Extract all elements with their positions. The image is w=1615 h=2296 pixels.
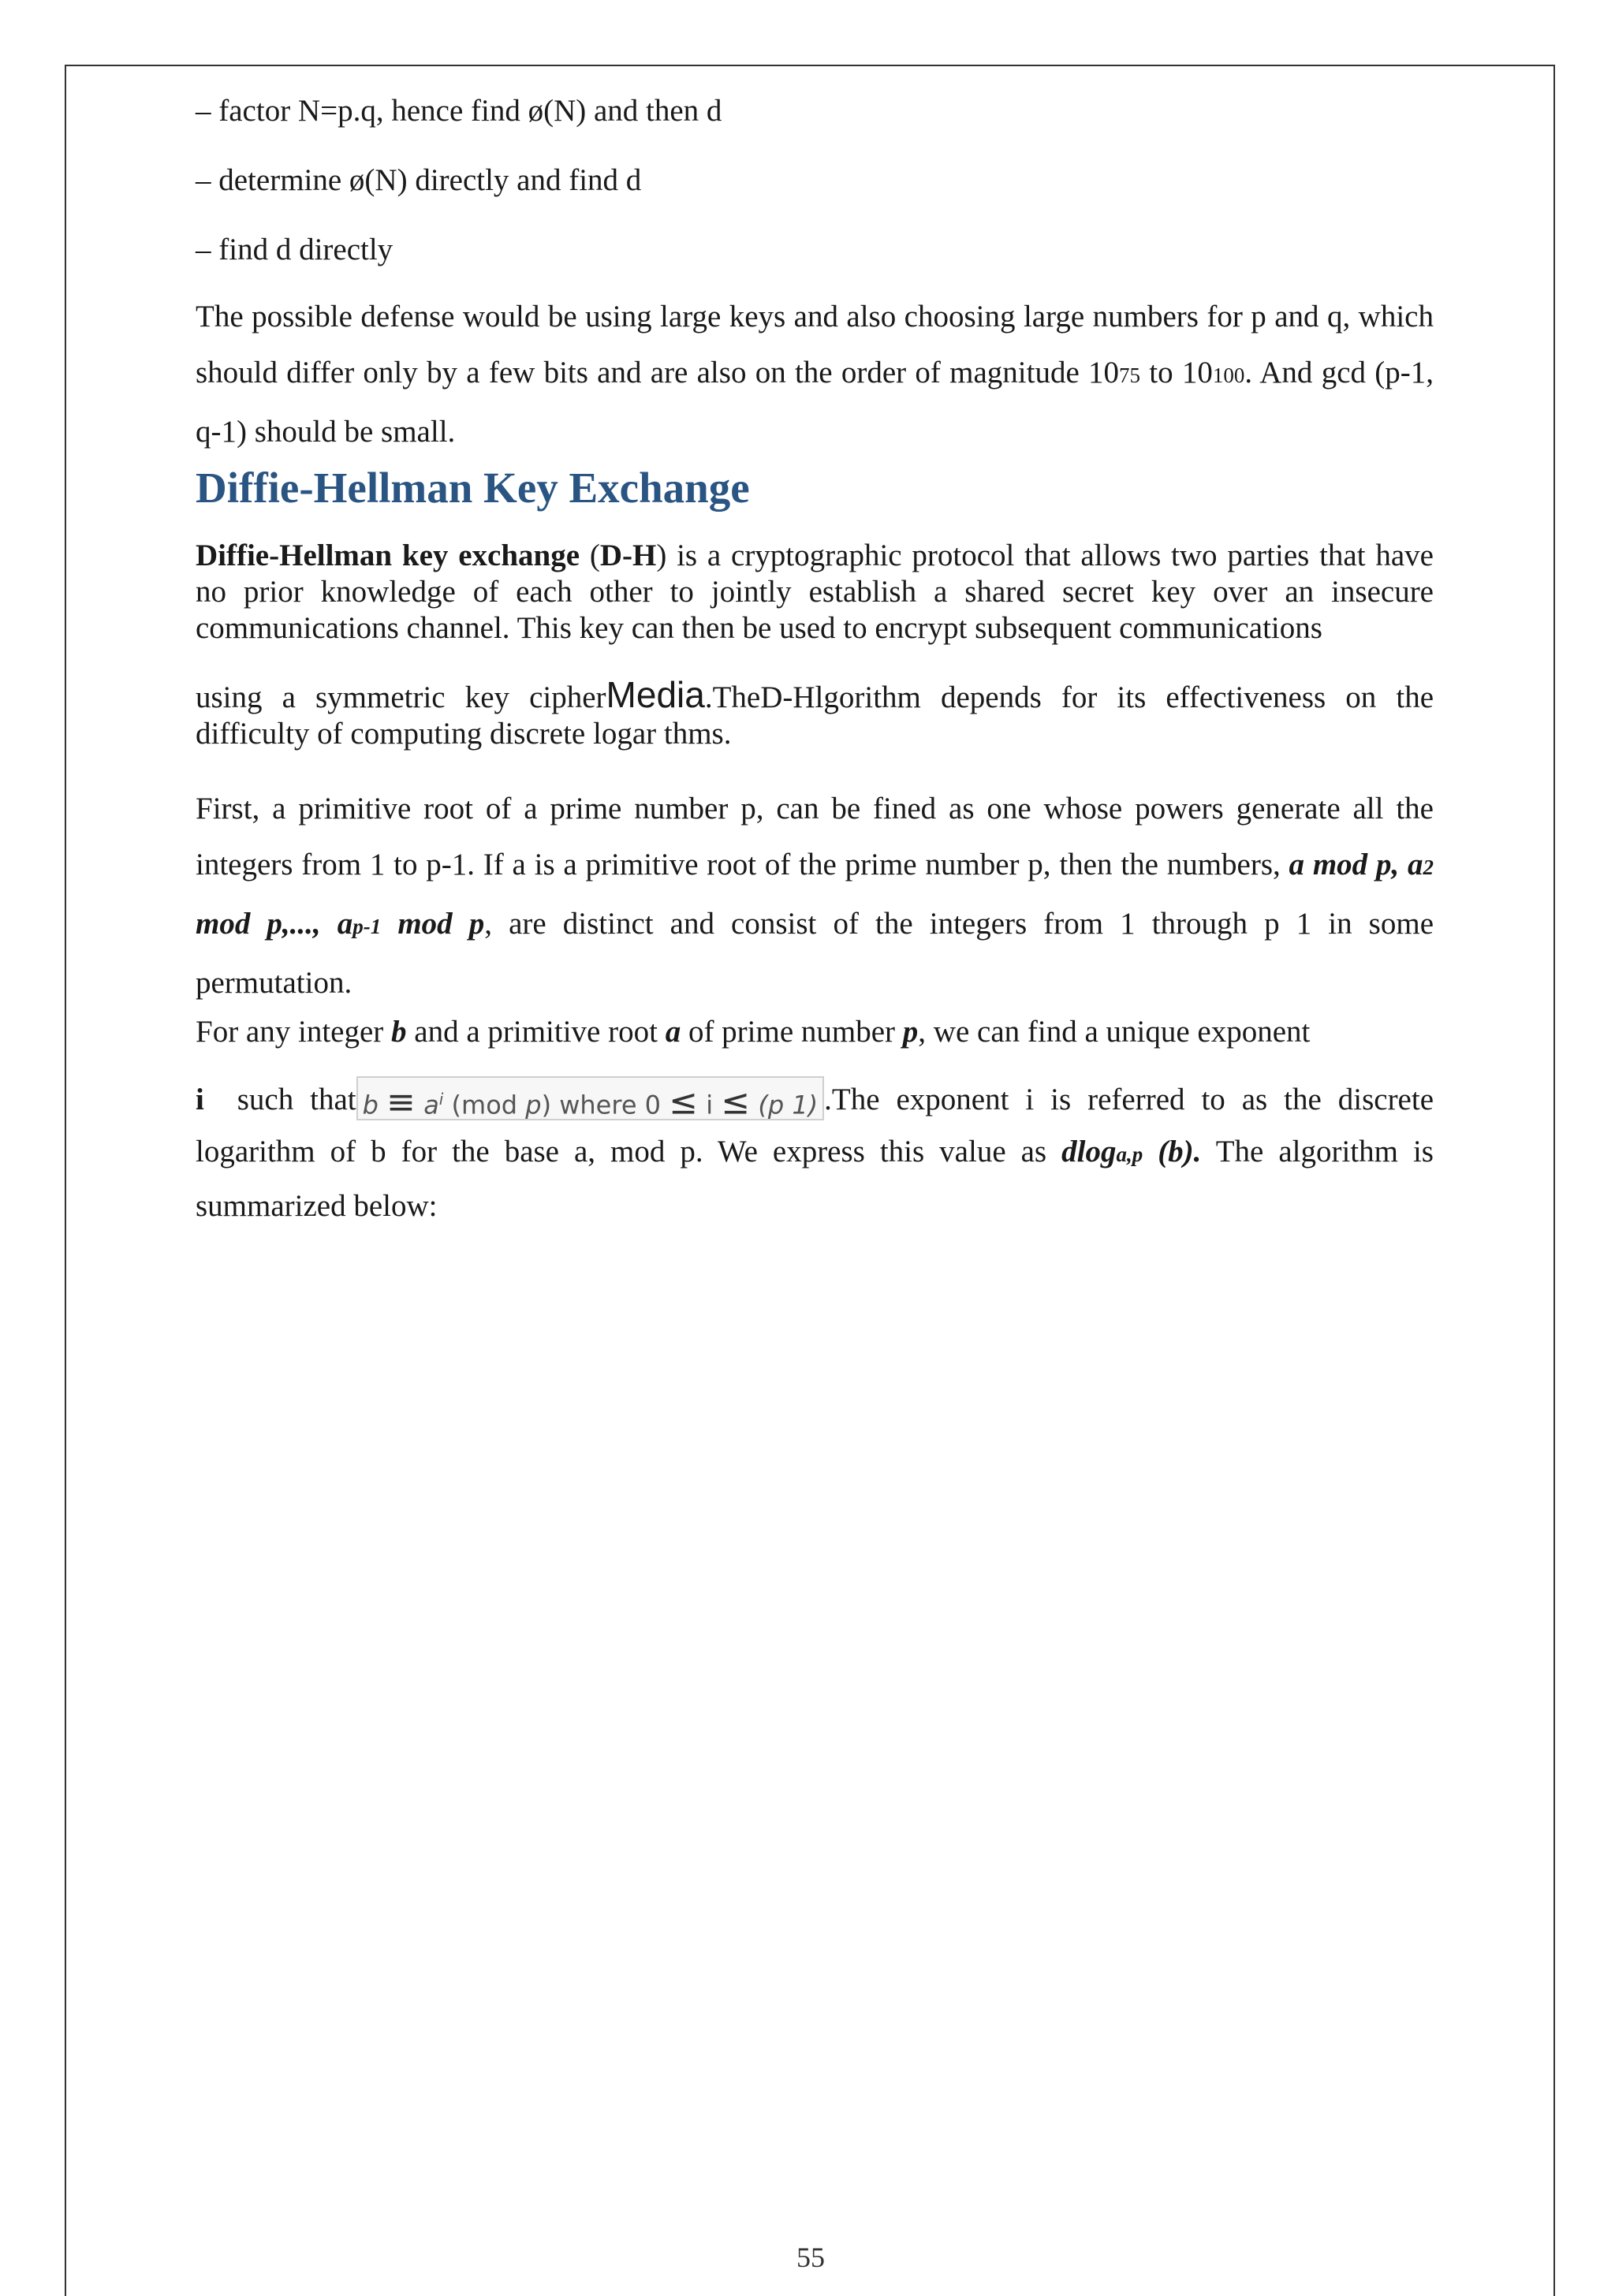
intro-paren: ( — [580, 539, 600, 572]
formula-b: b — [362, 1090, 379, 1120]
exponent-100: 100 — [1212, 363, 1245, 387]
intro-text: ) is a cryptographic protocol that allows two parties that have no prior knowledge of each other to jointly establish a shared secret key over an insecure communications channel. This key can then be used to encrypt subsequent communications — [196, 539, 1434, 645]
intro-text-2: using a symmetric key cipher — [196, 680, 606, 714]
formula-image — [356, 1076, 825, 1123]
intro-text-3: .TheD-Hlgorithm depends for its effectiveness on the difficulty of computing discrete logar thms. — [196, 680, 1434, 751]
var-b: b — [391, 1015, 407, 1049]
integer-text-2: and a primitive root — [406, 1015, 666, 1049]
sequence-mid: mod p,..., a — [196, 907, 353, 941]
intro-paragraph-2 — [196, 676, 1434, 752]
defense-text-2: to 10 — [1140, 356, 1213, 390]
exponent-75: 75 — [1119, 363, 1141, 387]
formula-end: (p 1) — [758, 1090, 819, 1120]
formula-p: p — [525, 1090, 542, 1120]
var-i: i — [196, 1083, 204, 1116]
defense-text-3: . And gcd (p-1, q-1) should be small. — [196, 356, 1434, 449]
formula-equiv: ≡ — [386, 1083, 416, 1123]
integer-text-4: , we can find a unique exponent — [918, 1015, 1311, 1049]
integer-line — [196, 1014, 1310, 1051]
formula-i: i — [706, 1090, 714, 1120]
formula-sup: i — [438, 1090, 444, 1109]
formula-mod: (mod — [451, 1090, 518, 1120]
exponent-text: .The exponent i is referred to as the discrete logarithm of b for the base a, mod p. We express this value as — [196, 1083, 1434, 1168]
summary-text: The algorithm is summarized below: — [196, 1135, 1434, 1223]
formula-a: a — [423, 1090, 439, 1120]
media-word: Media — [606, 674, 705, 715]
integer-text-3: of prime number — [681, 1015, 903, 1049]
term-dh-key-exchange: Diffie-Hellman key exchange — [196, 539, 580, 572]
formula-le-1: ≤ — [669, 1083, 699, 1123]
intro-paragraph — [196, 538, 1434, 647]
section-heading: Diffie-Hellman Key Exchange — [196, 464, 750, 512]
primitive-paragraph — [196, 781, 1434, 1011]
bullet-determine: – determine ø(N) directly and find d — [196, 163, 642, 197]
defense-text: The possible defense would be using large keys and also choosing large numbers for p and q, which should differ only by a few bits and are also on the order of magnitude 10 — [196, 300, 1434, 390]
defense-paragraph — [196, 289, 1434, 460]
primitive-text-2: , are distinct and consist of the integers from 1 through p 1 in some permutation. — [196, 907, 1434, 1000]
sequence-a-mod-p: a mod p, a — [1289, 848, 1423, 882]
dlog-term: dlog — [1061, 1135, 1117, 1168]
bullet-find-d: – find d directly — [196, 233, 393, 266]
dlog-arg: (b). — [1143, 1135, 1202, 1168]
exponent-paragraph — [196, 1074, 1434, 1232]
sub-p-1: p-1 — [352, 915, 382, 938]
sub-2: 2 — [1423, 855, 1434, 879]
primitive-text: First, a primitive root of a prime number p, can be fined as one whose powers generate all the integers from 1 to p-1. If a is a primitive root of the prime number p, then the numbers, — [196, 792, 1434, 882]
sequence-end: mod p — [381, 907, 485, 941]
var-a: a — [665, 1015, 681, 1049]
bullet-factor: – factor N=p.q, hence find ø(N) and then d — [196, 94, 722, 128]
dlog-sub: a,p — [1116, 1142, 1143, 1166]
such-that-text: such that — [237, 1083, 356, 1116]
page-number: 55 — [796, 2242, 825, 2273]
formula-le-2: ≤ — [721, 1083, 751, 1123]
var-p: p — [902, 1015, 919, 1049]
term-dh: D-H — [599, 539, 657, 572]
formula-close: ) where 0 — [541, 1090, 662, 1120]
integer-text-1: For any integer — [196, 1015, 392, 1049]
